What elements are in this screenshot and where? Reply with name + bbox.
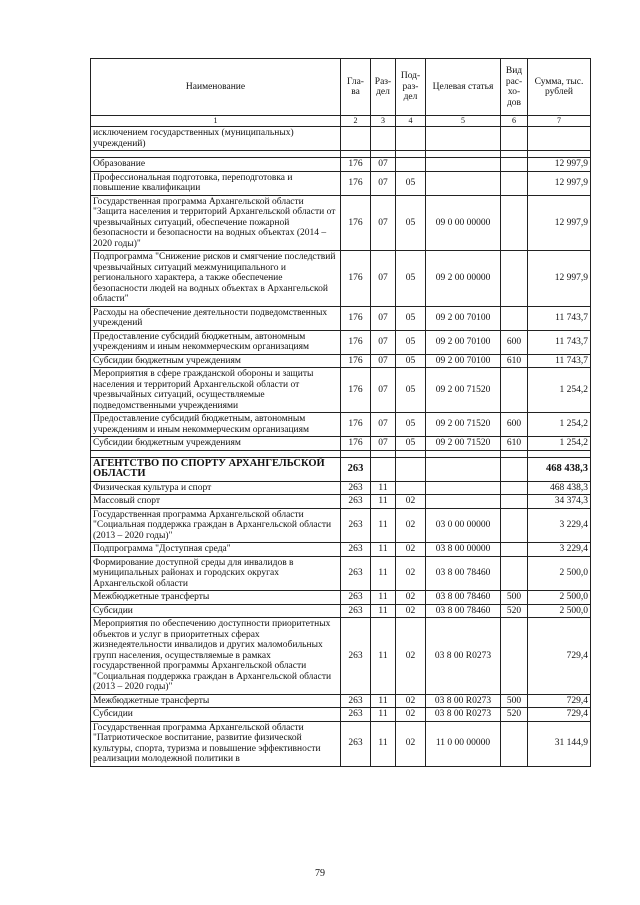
cell-glava: 263 [341, 721, 371, 766]
cell-vid [501, 127, 528, 151]
cell-target: 03 8 00 78460 [426, 591, 501, 605]
table-row [91, 306, 591, 330]
cell-sum [528, 127, 591, 151]
table-row [91, 171, 591, 195]
cell-glava: 263 [341, 481, 371, 495]
column-index: 4 [396, 116, 426, 127]
cell-vid: 500 [501, 591, 528, 605]
cell-name: Субсидии бюджетным учреждениям [91, 437, 341, 451]
cell-glava: 176 [341, 195, 371, 251]
cell-target: 03 8 00 78460 [426, 604, 501, 618]
cell-name: Субсидии [91, 708, 341, 722]
empty-cell [371, 450, 396, 457]
cell-sum: 31 144,9 [528, 721, 591, 766]
cell-vid [501, 481, 528, 495]
cell-vid: 610 [501, 354, 528, 368]
table-row [91, 694, 591, 708]
header-podrazdel: Под-раз-дел [396, 59, 426, 116]
cell-target: 03 8 00 78460 [426, 556, 501, 591]
cell-sum: 12 997,9 [528, 171, 591, 195]
cell-razdel: 07 [371, 158, 396, 172]
cell-podrazdel: 02 [396, 591, 426, 605]
cell-razdel: 11 [371, 495, 396, 509]
spacer-row [91, 151, 591, 158]
cell-glava: 176 [341, 251, 371, 307]
column-index-row [91, 116, 591, 127]
cell-vid [501, 508, 528, 543]
cell-name: Государственная программа Архангельской области "Социальная поддержка граждан в Архангельской области (2013 – 2020 годы)" [91, 508, 341, 543]
cell-razdel: 07 [371, 171, 396, 195]
header-sum: Сумма, тыс. рублей [528, 59, 591, 116]
cell-sum: 2 500,0 [528, 556, 591, 591]
cell-glava: 263 [341, 543, 371, 557]
budget-table [90, 58, 591, 767]
cell-target [426, 171, 501, 195]
cell-podrazdel: 02 [396, 508, 426, 543]
cell-target: 03 8 00 00000 [426, 543, 501, 557]
cell-name: Мероприятия по обеспечению доступности приоритетных объектов и услуг в приоритетных сферах жизнедеятельности инвалидов и других маломобильных групп населения, осуществляемые в рамках государственной программы Архангельской области "Социальная поддержка граждан в Архангельской области (2013 – 2020 годы)" [91, 618, 341, 695]
column-index: 7 [528, 116, 591, 127]
column-index: 3 [371, 116, 396, 127]
table-row [91, 481, 591, 495]
table-body [91, 127, 591, 767]
cell-sum: 34 374,3 [528, 495, 591, 509]
cell-glava: 176 [341, 306, 371, 330]
cell-razdel: 11 [371, 591, 396, 605]
cell-vid [501, 618, 528, 695]
table-row [91, 604, 591, 618]
cell-razdel: 11 [371, 708, 396, 722]
cell-sum: 1 254,2 [528, 413, 591, 437]
cell-sum: 12 997,9 [528, 251, 591, 307]
table-row [91, 251, 591, 307]
cell-target: 09 2 00 71520 [426, 437, 501, 451]
cell-name: Образование [91, 158, 341, 172]
empty-cell [341, 151, 371, 158]
column-index: 1 [91, 116, 341, 127]
cell-podrazdel [396, 127, 426, 151]
cell-name: Массовый спорт [91, 495, 341, 509]
cell-sum: 11 743,7 [528, 306, 591, 330]
cell-podrazdel: 05 [396, 171, 426, 195]
table-row [91, 543, 591, 557]
cell-podrazdel: 02 [396, 604, 426, 618]
cell-sum: 2 500,0 [528, 604, 591, 618]
empty-cell [396, 151, 426, 158]
cell-target: 09 0 00 00000 [426, 195, 501, 251]
cell-name: Государственная программа Архангельской области "Патриотическое воспитание, развитие физической культуры, спорта, туризма и повышение эффективности реализации молодежной политики в [91, 721, 341, 766]
empty-cell [91, 151, 341, 158]
cell-target: 09 2 00 70100 [426, 306, 501, 330]
column-index: 2 [341, 116, 371, 127]
cell-vid [501, 368, 528, 413]
cell-target: 09 2 00 70100 [426, 354, 501, 368]
cell-vid [501, 721, 528, 766]
cell-vid: 600 [501, 413, 528, 437]
cell-glava: 263 [341, 591, 371, 605]
cell-glava: 176 [341, 330, 371, 354]
table-row [91, 413, 591, 437]
cell-glava: 176 [341, 437, 371, 451]
table-header-row [91, 59, 591, 116]
cell-sum: 11 743,7 [528, 354, 591, 368]
cell-razdel [371, 457, 396, 481]
cell-podrazdel [396, 457, 426, 481]
cell-razdel: 07 [371, 330, 396, 354]
table-row [91, 330, 591, 354]
cell-podrazdel: 02 [396, 618, 426, 695]
table-row [91, 457, 591, 481]
cell-target [426, 127, 501, 151]
cell-podrazdel: 02 [396, 708, 426, 722]
cell-razdel: 07 [371, 413, 396, 437]
table-row [91, 437, 591, 451]
cell-name: Государственная программа Архангельской области "Защита населения и территорий Архангельской области от чрезвычайных ситуаций, обеспечение пожарной безопасности и безопасности на водных объектах (2014 – 2020 годы)" [91, 195, 341, 251]
cell-glava [341, 127, 371, 151]
table-row [91, 127, 591, 151]
cell-glava: 263 [341, 694, 371, 708]
cell-razdel: 11 [371, 618, 396, 695]
cell-podrazdel: 05 [396, 413, 426, 437]
cell-podrazdel: 05 [396, 354, 426, 368]
cell-sum: 1 254,2 [528, 368, 591, 413]
empty-cell [528, 450, 591, 457]
cell-glava: 176 [341, 354, 371, 368]
cell-target [426, 481, 501, 495]
cell-glava: 263 [341, 495, 371, 509]
cell-vid: 500 [501, 694, 528, 708]
cell-podrazdel: 05 [396, 330, 426, 354]
cell-glava: 263 [341, 708, 371, 722]
empty-cell [396, 450, 426, 457]
cell-razdel: 07 [371, 437, 396, 451]
cell-target: 03 8 00 R0273 [426, 708, 501, 722]
table-row [91, 158, 591, 172]
cell-target: 03 8 00 R0273 [426, 694, 501, 708]
cell-podrazdel [396, 158, 426, 172]
cell-sum: 2 500,0 [528, 591, 591, 605]
cell-target: 11 0 00 00000 [426, 721, 501, 766]
cell-vid [501, 306, 528, 330]
cell-podrazdel: 05 [396, 368, 426, 413]
cell-sum: 729,4 [528, 708, 591, 722]
header-target: Целевая статья [426, 59, 501, 116]
cell-vid [501, 543, 528, 557]
cell-sum: 12 997,9 [528, 195, 591, 251]
cell-sum: 729,4 [528, 618, 591, 695]
cell-sum: 3 229,4 [528, 543, 591, 557]
spacer-row [91, 450, 591, 457]
table-row [91, 556, 591, 591]
cell-podrazdel: 02 [396, 721, 426, 766]
cell-vid [501, 195, 528, 251]
cell-razdel: 07 [371, 195, 396, 251]
cell-vid [501, 251, 528, 307]
table-row [91, 354, 591, 368]
cell-sum: 11 743,7 [528, 330, 591, 354]
cell-name: Профессиональная подготовка, переподготовка и повышение квалификации [91, 171, 341, 195]
cell-sum: 3 229,4 [528, 508, 591, 543]
cell-glava: 263 [341, 604, 371, 618]
table-row [91, 721, 591, 766]
header-vid: Вид рас-хо-дов [501, 59, 528, 116]
cell-razdel: 11 [371, 556, 396, 591]
empty-cell [371, 151, 396, 158]
cell-razdel: 11 [371, 721, 396, 766]
cell-target [426, 158, 501, 172]
cell-razdel: 11 [371, 543, 396, 557]
cell-glava: 263 [341, 618, 371, 695]
cell-name: Мероприятия в сфере гражданской обороны и защиты населения и территорий Архангельской области от чрезвычайных ситуаций, осуществляемые подведомственными учреждениями [91, 368, 341, 413]
cell-podrazdel: 02 [396, 556, 426, 591]
table-row [91, 195, 591, 251]
cell-glava: 176 [341, 171, 371, 195]
cell-vid: 600 [501, 330, 528, 354]
cell-razdel: 07 [371, 354, 396, 368]
cell-podrazdel: 02 [396, 694, 426, 708]
column-index: 6 [501, 116, 528, 127]
header-razdel: Раз-дел [371, 59, 396, 116]
empty-cell [501, 151, 528, 158]
cell-target: 09 2 00 00000 [426, 251, 501, 307]
cell-sum: 468 438,3 [528, 481, 591, 495]
cell-target: 09 2 00 71520 [426, 413, 501, 437]
cell-name: Предоставление субсидий бюджетным, автономным учреждениям и иным некоммерческим организациям [91, 330, 341, 354]
cell-name: Межбюджетные трансферты [91, 591, 341, 605]
cell-glava: 263 [341, 457, 371, 481]
table-row [91, 708, 591, 722]
cell-razdel: 11 [371, 481, 396, 495]
cell-name: АГЕНТСТВО ПО СПОРТУ АРХАНГЕЛЬСКОЙ ОБЛАСТИ [91, 457, 341, 481]
cell-sum: 468 438,3 [528, 457, 591, 481]
cell-name: исключением государственных (муниципальных) учреждений) [91, 127, 341, 151]
cell-podrazdel: 02 [396, 543, 426, 557]
cell-name: Субсидии [91, 604, 341, 618]
cell-name: Субсидии бюджетным учреждениям [91, 354, 341, 368]
cell-name: Подпрограмма "Доступная среда" [91, 543, 341, 557]
table-row [91, 618, 591, 695]
cell-name: Формирование доступной среды для инвалидов в муниципальных районах и городских округах Архангельской области [91, 556, 341, 591]
column-index: 5 [426, 116, 501, 127]
page-number: 79 [315, 868, 325, 879]
cell-name: Физическая культура и спорт [91, 481, 341, 495]
cell-glava: 176 [341, 413, 371, 437]
cell-razdel [371, 127, 396, 151]
cell-name: Расходы на обеспечение деятельности подведомственных учреждений [91, 306, 341, 330]
cell-target: 03 0 00 00000 [426, 508, 501, 543]
cell-vid [501, 495, 528, 509]
table-row [91, 591, 591, 605]
empty-cell [501, 450, 528, 457]
cell-glava: 263 [341, 556, 371, 591]
cell-glava: 176 [341, 158, 371, 172]
cell-podrazdel: 05 [396, 306, 426, 330]
cell-razdel: 07 [371, 306, 396, 330]
cell-vid [501, 158, 528, 172]
empty-cell [426, 450, 501, 457]
cell-glava: 263 [341, 508, 371, 543]
cell-sum: 729,4 [528, 694, 591, 708]
empty-cell [341, 450, 371, 457]
cell-razdel: 07 [371, 368, 396, 413]
header-name: Наименование [91, 59, 341, 116]
cell-name: Межбюджетные трансферты [91, 694, 341, 708]
empty-cell [91, 450, 341, 457]
cell-sum: 12 997,9 [528, 158, 591, 172]
cell-sum: 1 254,2 [528, 437, 591, 451]
cell-vid: 610 [501, 437, 528, 451]
empty-cell [528, 151, 591, 158]
cell-podrazdel: 02 [396, 495, 426, 509]
cell-vid: 520 [501, 604, 528, 618]
cell-target: 03 8 00 R0273 [426, 618, 501, 695]
cell-name: Предоставление субсидий бюджетным, автономным учреждениям и иным некоммерческим организациям [91, 413, 341, 437]
cell-podrazdel: 05 [396, 437, 426, 451]
table-row [91, 495, 591, 509]
table-row [91, 368, 591, 413]
empty-cell [426, 151, 501, 158]
cell-target [426, 495, 501, 509]
cell-glava: 176 [341, 368, 371, 413]
cell-name: Подпрограмма "Снижение рисков и смягчение последствий чрезвычайных ситуаций межмуниципального и регионального характера, а также обеспечение безопасности людей на водных объектах в Архангельской области" [91, 251, 341, 307]
table-row [91, 508, 591, 543]
cell-razdel: 07 [371, 251, 396, 307]
cell-target: 09 2 00 70100 [426, 330, 501, 354]
cell-target [426, 457, 501, 481]
cell-vid [501, 457, 528, 481]
cell-razdel: 11 [371, 694, 396, 708]
cell-podrazdel [396, 481, 426, 495]
cell-razdel: 11 [371, 508, 396, 543]
cell-vid [501, 171, 528, 195]
cell-podrazdel: 05 [396, 251, 426, 307]
cell-podrazdel: 05 [396, 195, 426, 251]
header-glava: Гла-ва [341, 59, 371, 116]
cell-target: 09 2 00 71520 [426, 368, 501, 413]
cell-razdel: 11 [371, 604, 396, 618]
cell-vid [501, 556, 528, 591]
cell-vid: 520 [501, 708, 528, 722]
